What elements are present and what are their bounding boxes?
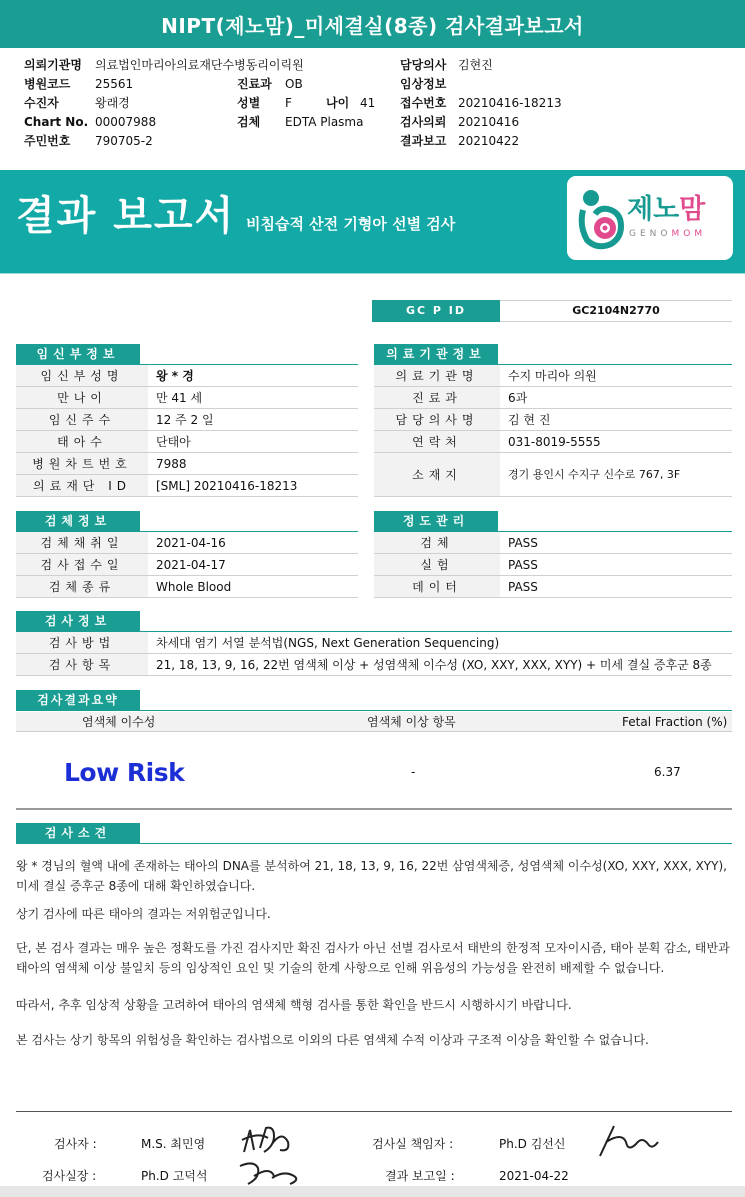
summary-col-aneuploidy: 염색체 이수성 bbox=[82, 715, 156, 729]
mother-child-logo-icon bbox=[577, 188, 627, 250]
row-value: 2021-04-17 bbox=[148, 554, 358, 576]
table-row bbox=[374, 576, 732, 598]
row-value: 031-8019-5555 bbox=[500, 431, 732, 453]
row-value: [SML] 20210416-18213 bbox=[148, 475, 358, 497]
doctor-value: 김현진 bbox=[458, 58, 493, 72]
report-value: 20210422 bbox=[458, 134, 520, 148]
row-value: 2021-04-16 bbox=[148, 532, 358, 554]
row-label: 만나이 bbox=[16, 387, 148, 409]
row-value: PASS bbox=[500, 532, 732, 554]
row-value: 경기 용인시 수지구 신수로 767, 3F bbox=[500, 453, 732, 497]
summary-divider bbox=[16, 710, 732, 711]
lab-manager-signature-icon bbox=[596, 1122, 662, 1160]
findings-heading: 검사소견 bbox=[16, 823, 140, 843]
abnormal-result: - bbox=[411, 765, 416, 779]
table-row bbox=[374, 387, 732, 409]
row-value: 12 주 2 일 bbox=[148, 409, 358, 431]
row-label: 실험 bbox=[374, 554, 500, 576]
request-label: 검사의뢰 bbox=[400, 115, 447, 129]
qc-heading: 정도관리 bbox=[374, 511, 498, 531]
row-label: 태아수 bbox=[16, 431, 148, 453]
logo-english: GENOMOM bbox=[629, 229, 707, 239]
signature-divider bbox=[16, 1111, 732, 1112]
test-info-heading: 검사정보 bbox=[16, 611, 140, 631]
row-value: PASS bbox=[500, 554, 732, 576]
row-value: 만 41 세 bbox=[148, 387, 358, 409]
tester-signature-icon bbox=[238, 1122, 298, 1160]
banner-title: 결과 보고서 bbox=[16, 193, 236, 239]
table-row bbox=[374, 409, 732, 431]
institution-label: 의뢰기관명 bbox=[24, 58, 82, 72]
banner-subtitle: 비침습적 산전 기형아 선별 검사 bbox=[246, 215, 456, 233]
row-label: 검체채취일 bbox=[16, 532, 148, 554]
request-value: 20210416 bbox=[458, 115, 520, 129]
row-value: 차세대 염기 서열 분석법(NGS, Next Generation Sequencing) bbox=[148, 632, 732, 654]
findings-paragraph-5: 본 검사는 상기 항목의 위험성을 확인하는 검사법으로 이외의 다른 염색체 수적 이상과 구조적 이상을 확인할 수 없습니다. bbox=[16, 1033, 649, 1047]
banner-divider bbox=[0, 273, 745, 274]
row-value: 단태아 bbox=[148, 431, 358, 453]
report-date-value: 2021-04-22 bbox=[499, 1169, 569, 1183]
gc-pid-label: GC P ID bbox=[372, 300, 500, 322]
footer-bar bbox=[0, 1186, 745, 1197]
report-date-label: 결과 보고일 : bbox=[385, 1169, 455, 1183]
resident-label: 주민번호 bbox=[24, 134, 71, 148]
row-value: 21, 18, 13, 9, 16, 22번 염색체 이상 + 성염색체 이수성 (XO, XXY, XXX, XYY) + 미세 결실 증후군 8종 bbox=[148, 654, 732, 676]
summary-col-ff: Fetal Fraction (%) bbox=[622, 715, 728, 729]
row-label: 병원차트번호 bbox=[16, 453, 148, 475]
findings-paragraph-2: 상기 검사에 따른 태아의 결과는 저위험군입니다. bbox=[16, 907, 271, 921]
specimen-value: EDTA Plasma bbox=[285, 115, 364, 129]
row-label: 의료재단 ID bbox=[16, 475, 148, 497]
row-value: Whole Blood bbox=[148, 576, 358, 598]
table-row bbox=[374, 431, 732, 453]
row-label: 검사항목 bbox=[16, 654, 148, 676]
summary-col-abnormal: 염색체 이상 항목 bbox=[367, 715, 456, 729]
row-value: 김 현 진 bbox=[500, 409, 732, 431]
hospital-code-value: 25561 bbox=[95, 77, 134, 91]
findings-paragraph-3: 단, 본 검사 결과는 매우 높은 정확도를 가진 검사지만 확진 검사가 아닌 선별 검사로서 태반의 한정적 모자이시즘, 태아 분획 감소, 태반과 태아의 염색체 이상 불일치 등의 임상적인 요인 및 기술의 한계 사항으로 인해 위음성의 가능성을 완전히 배제할 수 없습니다. bbox=[16, 941, 730, 975]
summary-heading: 검사결과요약 bbox=[16, 690, 140, 710]
row-label: 검사접수일 bbox=[16, 554, 148, 576]
table-row bbox=[16, 409, 358, 431]
row-label: 소재지 bbox=[374, 453, 500, 497]
fetal-fraction-value: 6.37 bbox=[654, 765, 681, 779]
row-value: PASS bbox=[500, 576, 732, 598]
row-value: 6과 bbox=[500, 387, 732, 409]
table-row bbox=[374, 532, 732, 554]
patient-value: 왕래경 bbox=[95, 96, 130, 110]
table-row bbox=[16, 475, 358, 497]
receipt-value: 20210416-18213 bbox=[458, 96, 562, 110]
gc-pid-value: GC2104N2770 bbox=[500, 300, 732, 322]
patient-label: 수진자 bbox=[24, 96, 59, 110]
report-title: NIPT(제노맘)_미세결실(8종) 검사결과보고서 bbox=[0, 0, 745, 48]
lab-head-name: Ph.D 고덕석 bbox=[141, 1169, 208, 1183]
department-value: OB bbox=[285, 77, 303, 91]
row-label: 의료기관명 bbox=[374, 365, 500, 387]
table-row bbox=[16, 532, 358, 554]
table-row bbox=[16, 387, 358, 409]
row-label: 검체 bbox=[374, 532, 500, 554]
row-label: 담당의사명 bbox=[374, 409, 500, 431]
logo-korean: 제노맘 bbox=[627, 194, 706, 225]
table-row bbox=[16, 576, 358, 598]
pregnant-info-heading: 임신부정보 bbox=[16, 344, 140, 364]
age-value: 41 bbox=[360, 96, 376, 110]
row-label: 연락처 bbox=[374, 431, 500, 453]
genomom-logo bbox=[567, 176, 733, 260]
hospital-code-label: 병원코드 bbox=[24, 77, 71, 91]
sex-label: 성별 bbox=[237, 96, 261, 110]
lab-head-label: 검사실장 : bbox=[42, 1169, 97, 1183]
table-row bbox=[16, 632, 732, 654]
specimen-label: 검체 bbox=[237, 115, 261, 129]
result-banner bbox=[0, 170, 745, 273]
risk-result: Low Risk bbox=[64, 758, 185, 787]
age-label: 나이 bbox=[326, 96, 350, 110]
doctor-label: 담당의사 bbox=[400, 58, 447, 72]
chart-label: Chart No. bbox=[24, 115, 89, 129]
lab-manager-name: Ph.D 김선신 bbox=[499, 1137, 566, 1151]
institution-value: 의료법인마리아의료재단수병동리이릭원 bbox=[95, 58, 304, 72]
row-label: 진료과 bbox=[374, 387, 500, 409]
table-row bbox=[16, 453, 358, 475]
row-label: 검사방법 bbox=[16, 632, 148, 654]
summary-bottom-rule bbox=[16, 808, 732, 810]
report-label: 결과보고 bbox=[400, 134, 447, 148]
hospital-info-heading: 의료기관정보 bbox=[374, 344, 498, 364]
department-label: 진료과 bbox=[237, 77, 272, 91]
tester-label: 검사자 : bbox=[54, 1137, 97, 1151]
table-row bbox=[16, 654, 732, 676]
findings-paragraph-4: 따라서, 추후 임상적 상황을 고려하여 태아의 염색체 핵형 검사를 통한 확인을 반드시 시행하시기 바랍니다. bbox=[16, 998, 572, 1012]
row-label: 검체종류 bbox=[16, 576, 148, 598]
receipt-label: 접수번호 bbox=[400, 96, 447, 110]
row-value: 7988 bbox=[148, 453, 358, 475]
row-value: 수지 마리아 의원 bbox=[500, 365, 732, 387]
row-label: 임신부성명 bbox=[16, 365, 148, 387]
table-row bbox=[374, 365, 732, 387]
lab-head-signature-icon bbox=[234, 1158, 304, 1188]
table-row bbox=[374, 453, 732, 497]
table-row bbox=[16, 365, 358, 387]
row-label: 임신주수 bbox=[16, 409, 148, 431]
specimen-info-heading: 검체정보 bbox=[16, 511, 140, 531]
sex-value: F bbox=[285, 96, 292, 110]
table-row bbox=[16, 554, 358, 576]
findings-divider bbox=[16, 843, 732, 844]
chart-value: 00007988 bbox=[95, 115, 157, 129]
table-row bbox=[16, 431, 358, 453]
row-label: 데이터 bbox=[374, 576, 500, 598]
clinical-label: 임상정보 bbox=[400, 77, 447, 91]
findings-paragraph-1: 왕 * 경님의 혈액 내에 존재하는 태아의 DNA를 분석하여 21, 18, 13, 9, 16, 22번 삼염색체증, 성염색체 이수성(XO, XXY, XXX, XYY), 미세 결실 증후군 8종에 대해 확인하였습니다. bbox=[16, 859, 727, 893]
tester-name: M.S. 최민영 bbox=[141, 1137, 206, 1151]
row-value: 왕 * 경 bbox=[148, 365, 358, 387]
resident-value: 790705-2 bbox=[95, 134, 153, 148]
table-row bbox=[374, 554, 732, 576]
lab-manager-label: 검사실 책임자 : bbox=[372, 1137, 454, 1151]
